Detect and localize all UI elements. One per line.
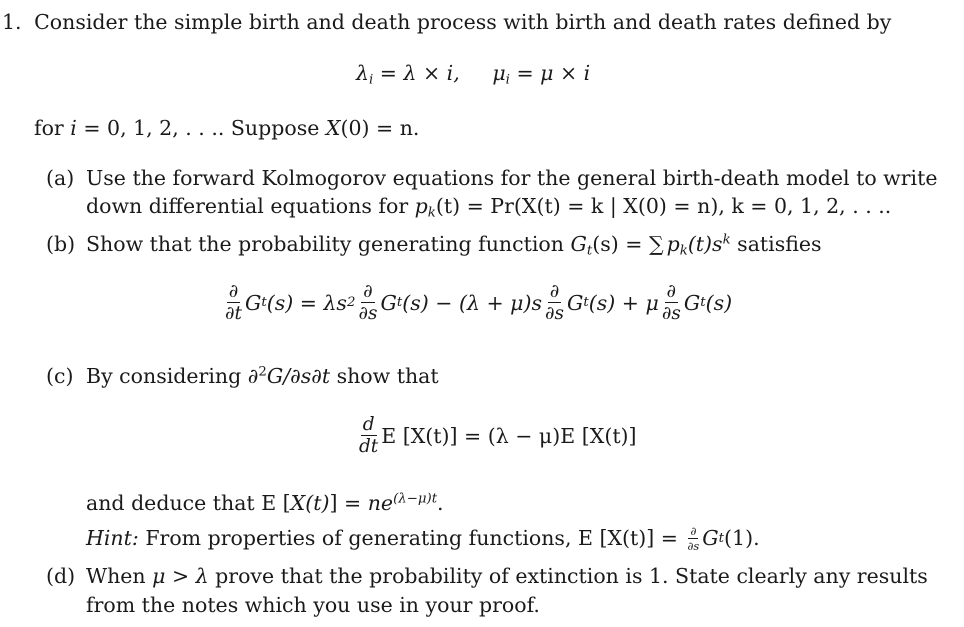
d-ds-fraction-3: $\frac{\partial}{\partial s}$ (661, 281, 681, 325)
hint-label: Hint: (86, 526, 139, 551)
part-a-label: (a) (46, 166, 75, 190)
part-b-label: (b) (46, 232, 76, 256)
question-intro (2, 12, 891, 33)
d-ds-fraction-2: $\frac{\partial}{\partial s}$ (545, 281, 564, 325)
part-c-equation: $\frac{d}{dt}$ E [X(t)] = (λ − μ)E [X(t)] (359, 414, 637, 458)
part-b-equation: $\frac{\partial}{\partial t}$ G t (s) = λs 2 $\frac{\partial}{\partial s}$ G t (s) − (λ + μ)s $\frac{\partial}{\partial s}$ G t (s) + μ $\frac{\partial}{\partial s}$ G t (s) (225, 281, 733, 325)
part-c-hint: Hint: From properties of generating functions, E [X(t)] = $\frac{\partial}{\partial s}$ G t (1). (86, 524, 760, 553)
part-b-line: (b) Show that the probability generating function $G_t(s)$ = ∑ $p_k(t)s^k$ satisfies (46, 232, 822, 259)
part-d-label: (d) (46, 564, 76, 588)
question-intro-text: Consider the simple birth and death process with birth and death rates defined by (34, 10, 892, 34)
d-ds-small-fraction: $\frac{\partial}{\partial s}$ (687, 524, 700, 553)
part-d-line2: from the notes which you use in your proof. (86, 593, 540, 617)
d-dt-fraction: $\frac{\partial}{\partial t}$ (225, 281, 242, 325)
part-c-label: (c) (46, 364, 74, 388)
d-dt-fraction-c: $\frac{d}{dt}$ (359, 414, 379, 458)
part-a-line1: (a) Use the forward Kolmogorov equations for the general birth-death model to write (46, 166, 938, 190)
d-ds-fraction-1: $\frac{\partial}{\partial s}$ (358, 281, 378, 325)
part-c-deduce: and deduce that E $[X(t)] = ne^{(\lambda-\mu)t}$. (86, 491, 444, 515)
question-number: 1. (2, 10, 22, 34)
part-a-line2: down differential equations for $p_k(t) = Pr(X(t) = k$ | X(0) = n), k = 0, 1, 2, . . .. (86, 194, 892, 221)
part-d-line1: (d) When μ > λ prove that the probability of extinction is 1. State clearly any results (46, 564, 928, 588)
rates-equation: $\lambda_i = \lambda \times i$, $\mu_i = \mu \times i$ (356, 61, 591, 88)
part-c-line: (c) By considering ∂$^2$G/∂s∂t show that (46, 364, 439, 388)
for-line: for i = 0, 1, 2, . . .. Suppose X(0) = n. (34, 116, 420, 140)
